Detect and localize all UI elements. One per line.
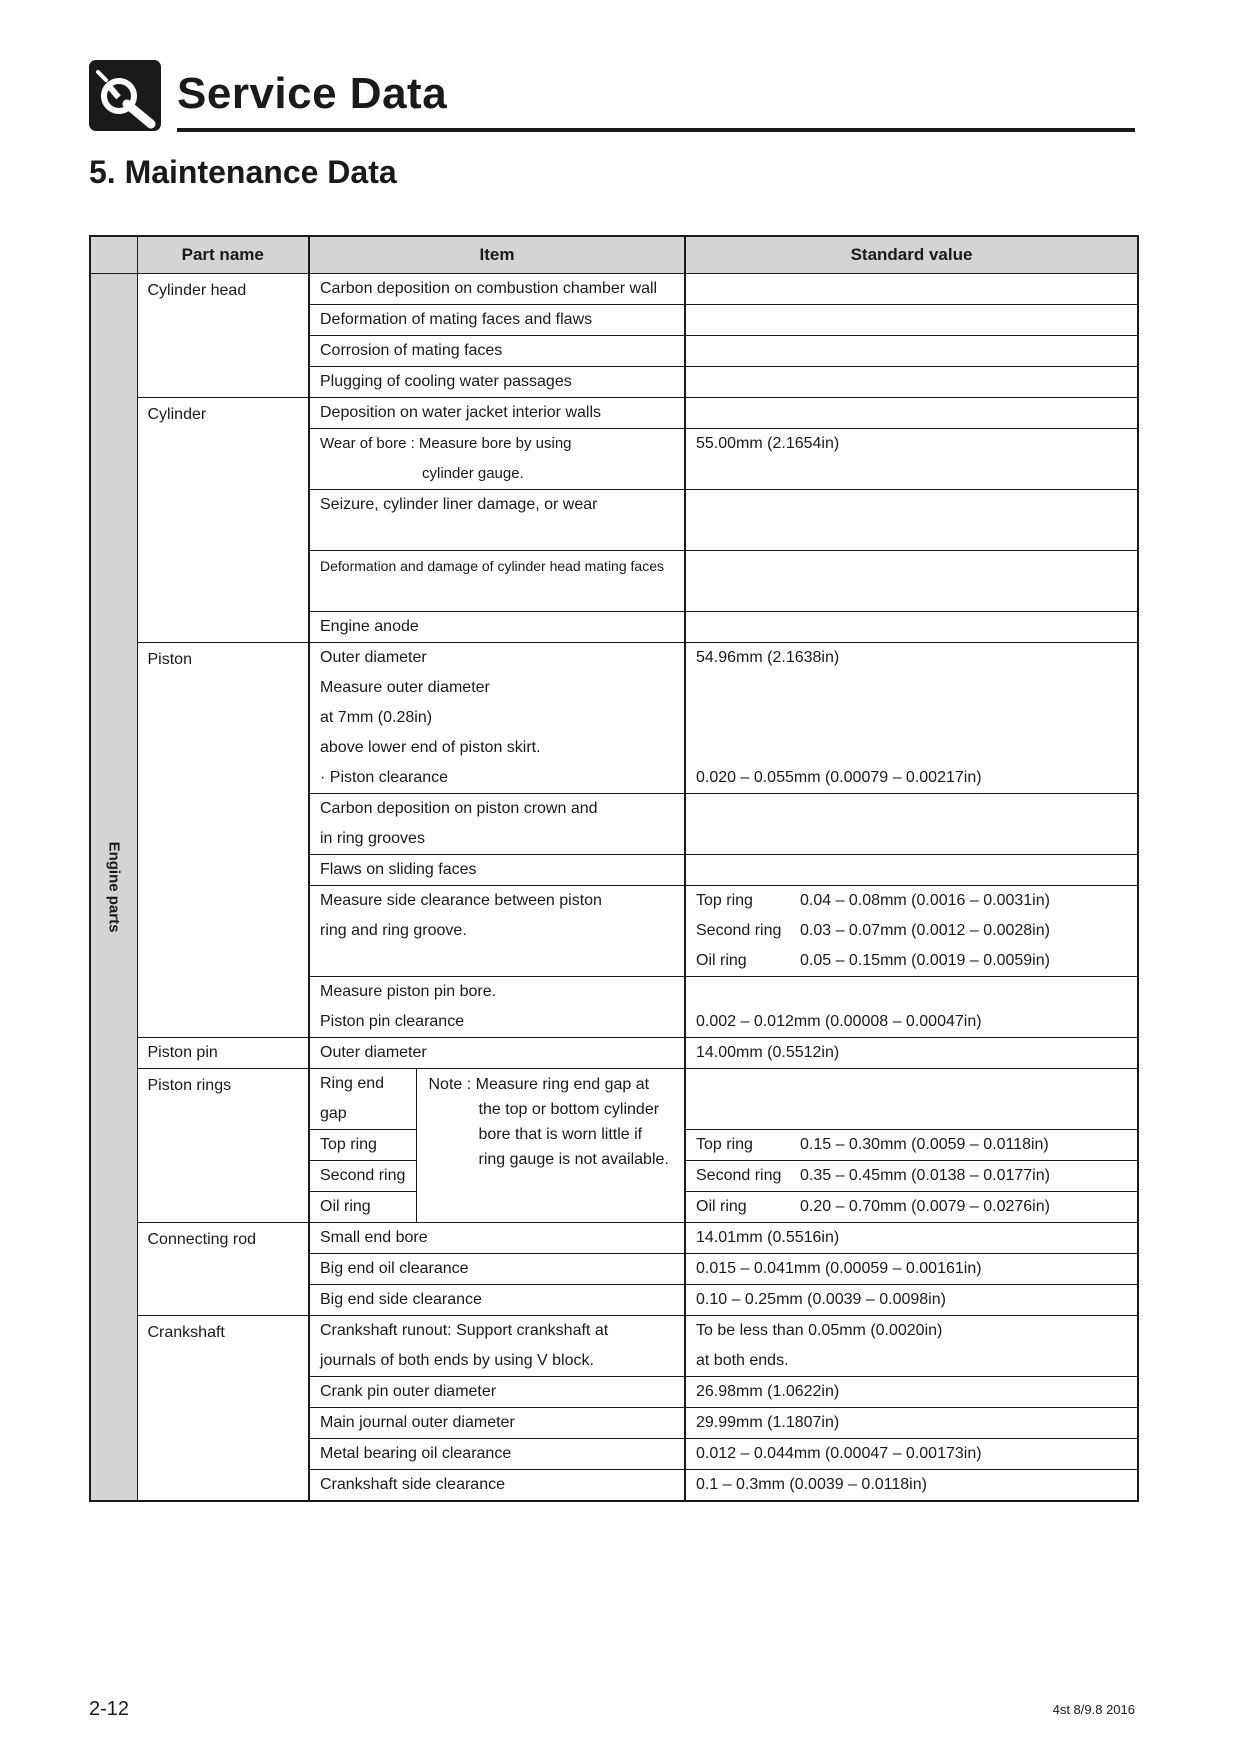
value-line-spacer [696,703,1127,733]
value-line [696,886,1127,916]
item-cell [309,551,685,612]
item-cell: Engine anode [309,612,685,643]
item-cell: Outer diameter [309,1038,685,1069]
item-cell: Corrosion of mating faces [309,336,685,367]
note-line: Note : Measure ring end gap at [428,1076,650,1093]
ring-end-gap-cell [309,1069,416,1130]
ring-label: Oil ring [696,952,747,969]
value-cell: 55.00mm (2.1654in) [685,429,1138,490]
table-row [90,1223,1138,1254]
item-cell [309,886,685,977]
item-cell: Main journal outer diameter [309,1408,685,1439]
value-cell: 29.99mm (1.1807in) [685,1408,1138,1439]
value-cell [685,336,1138,367]
table-header-blank [90,236,137,274]
item-line: gap [320,1105,347,1122]
ring-label: Second ring [696,922,782,939]
item-cell: Crank pin outer diameter [309,1377,685,1408]
value-cell [685,886,1138,977]
value-cell [685,305,1138,336]
item-cell: Deformation of mating faces and flaws [309,305,685,336]
part-name-piston-rings: Piston rings [137,1069,309,1223]
value-line [696,946,1127,976]
title-rule [177,128,1135,132]
value-cell: 0.012 – 0.044mm (0.00047 – 0.00173in) [685,1439,1138,1470]
part-name-cylinder: Cylinder [137,398,309,643]
ring-value: 0.05 – 0.15mm (0.0019 – 0.0059in) [800,952,1050,969]
value-cell [685,490,1138,551]
micrometer-icon [89,60,161,131]
item-line: Ring end [320,1075,385,1092]
item-line: Measure side clearance between piston [320,892,602,909]
item-cell [309,794,685,855]
value-line: 0.002 – 0.012mm (0.00008 – 0.00047in) [696,1013,982,1030]
part-name-crankshaft: Crankshaft [137,1316,309,1502]
table-header-row [90,236,1138,274]
ring-label: Oil ring [696,1198,747,1215]
item-line: Deformation and damage of cylinder head mating faces [320,558,664,574]
part-name-piston: Piston [137,643,309,1038]
item-line: Crankshaft runout: Support crankshaft at [320,1322,609,1339]
item-cell [309,490,685,551]
item-cell [309,429,685,490]
note-line: the top or bottom cylinder [478,1101,660,1118]
value-cell [685,977,1138,1038]
part-name-connecting-rod: Connecting rod [137,1223,309,1316]
maintenance-data-table [89,235,1139,1502]
ring-value: 0.35 – 0.45mm (0.0138 – 0.0177in) [800,1167,1050,1184]
item-line: Outer diameter [320,649,427,666]
value-cell [685,643,1138,794]
part-name-cylinder-head: Cylinder head [137,274,309,398]
item-line: Wear of bore : Measure bore by using [320,435,572,452]
table-row [90,274,1138,305]
value-cell [685,274,1138,305]
item-line: · Piston clearance [320,769,449,786]
item-line-spacer [320,520,674,550]
value-cell [685,1161,1138,1192]
value-line: at both ends. [696,1352,789,1369]
item-cell: Deposition on water jacket interior walls [309,398,685,429]
value-line: 54.96mm (2.1638in) [696,649,840,666]
value-cell [685,367,1138,398]
value-cell [685,794,1138,855]
ring-name-cell: Second ring [309,1161,416,1192]
item-cell: Big end side clearance [309,1285,685,1316]
page-number: 2-12 [89,1698,130,1720]
value-line-spacer [696,977,1127,1007]
ring-name-cell: Top ring [309,1130,416,1161]
value-cell [685,855,1138,886]
item-cell: Crankshaft side clearance [309,1470,685,1502]
item-cell: Small end bore [309,1223,685,1254]
value-cell [685,1192,1138,1223]
doc-code: 4st 8/9.8 2016 [1052,1702,1135,1717]
value-cell [685,551,1138,612]
item-line: Measure outer diameter [320,679,490,696]
note-line: ring gauge is not available. [478,1151,669,1168]
value-cell [685,1316,1138,1377]
value-cell: 0.015 – 0.041mm (0.00059 – 0.00161in) [685,1254,1138,1285]
item-line: Seizure, cylinder liner damage, or wear [320,496,598,513]
table-row [90,398,1138,429]
table-header-standard-value: Standard value [685,236,1138,274]
item-cell: Metal bearing oil clearance [309,1439,685,1470]
item-cell: Carbon deposition on combustion chamber wall [309,274,685,305]
ring-value: 0.03 – 0.07mm (0.0012 – 0.0028in) [800,922,1050,939]
page-title: Service Data [177,69,448,118]
value-line: 0.020 – 0.055mm (0.00079 – 0.00217in) [696,769,982,786]
ring-value: 0.04 – 0.08mm (0.0016 – 0.0031in) [800,892,1050,909]
item-line: Carbon deposition on piston crown and [320,800,598,817]
side-label: Engine parts [105,841,123,933]
item-cell [309,977,685,1038]
part-name-piston-pin: Piston pin [137,1038,309,1069]
value-cell [685,1069,1138,1130]
item-line: Measure piston pin bore. [320,983,497,1000]
value-cell: 0.10 – 0.25mm (0.0039 – 0.0098in) [685,1285,1138,1316]
ring-value: 0.15 – 0.30mm (0.0059 – 0.0118in) [800,1136,1049,1153]
value-cell: 26.98mm (1.0622in) [685,1377,1138,1408]
item-line: in ring grooves [320,830,425,847]
item-cell: Flaws on sliding faces [309,855,685,886]
item-cell [309,643,685,794]
page-header [89,58,1135,132]
item-cell [309,1316,685,1377]
item-cell: Plugging of cooling water passages [309,367,685,398]
note-line: bore that is worn little if [478,1126,643,1143]
value-line-spacer [696,673,1127,703]
section-title: 5. Maintenance Data [89,154,397,190]
item-line: cylinder gauge. [422,465,524,482]
value-line [696,916,1127,946]
ring-name-cell: Oil ring [309,1192,416,1223]
value-cell: 0.1 – 0.3mm (0.0039 – 0.0118in) [685,1470,1138,1502]
item-line: at 7mm (0.28in) [320,709,433,726]
table-header-item: Item [309,236,685,274]
ring-value: 0.20 – 0.70mm (0.0079 – 0.0276in) [800,1198,1050,1215]
ring-gap-note-cell [416,1069,685,1223]
item-line: journals of both ends by using V block. [320,1352,594,1369]
value-cell: 14.00mm (0.5512in) [685,1038,1138,1069]
value-line-spacer [696,733,1127,763]
value-cell [685,398,1138,429]
item-line-spacer [320,581,674,611]
table-header-part-name: Part name [137,236,309,274]
ring-label: Top ring [696,1136,753,1153]
table-row [90,1038,1138,1069]
side-label-cell [90,274,137,1502]
ring-label: Second ring [696,1167,782,1184]
item-line: Piston pin clearance [320,1013,465,1030]
item-line: above lower end of piston skirt. [320,739,541,756]
value-line: To be less than 0.05mm (0.0020in) [696,1322,943,1339]
ring-label: Top ring [696,892,753,909]
value-cell [685,1130,1138,1161]
value-cell [685,612,1138,643]
item-line: ring and ring groove. [320,922,467,939]
value-cell: 14.01mm (0.5516in) [685,1223,1138,1254]
item-cell: Big end oil clearance [309,1254,685,1285]
